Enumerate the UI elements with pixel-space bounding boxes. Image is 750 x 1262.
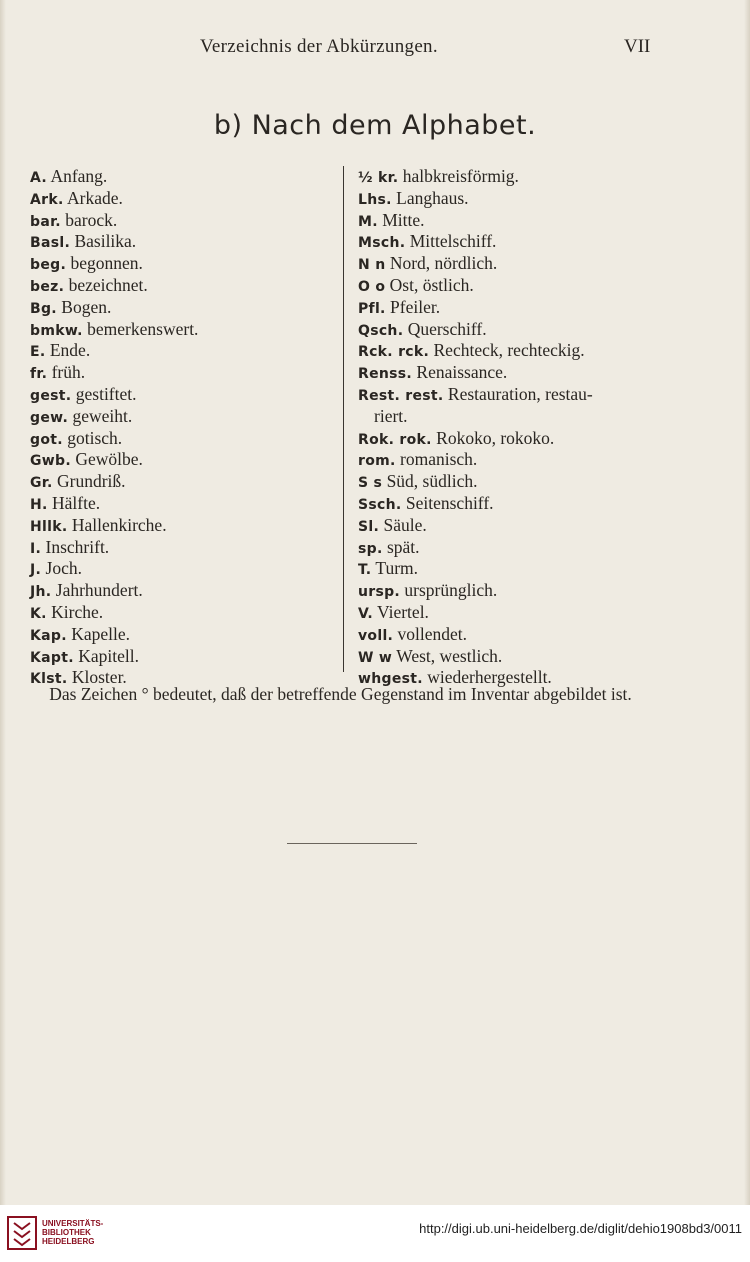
abbreviation-entry bbox=[358, 384, 688, 406]
digitization-footer bbox=[0, 1205, 750, 1262]
abbreviation-entry bbox=[30, 319, 330, 341]
abbreviation-meaning: Inschrift. bbox=[45, 536, 110, 557]
abbreviation-entry bbox=[30, 188, 330, 210]
abbreviation-entry bbox=[30, 253, 330, 275]
abbreviation: E. bbox=[30, 344, 46, 361]
abbreviation-meaning: wiederhergestellt. bbox=[427, 667, 552, 688]
abbreviation: gew. bbox=[30, 409, 69, 426]
abbreviation: Klst. bbox=[30, 671, 68, 688]
abbreviation: Qsch. bbox=[358, 322, 404, 339]
abbreviation-meaning: Säule. bbox=[383, 514, 427, 535]
abbreviation-meaning: Nord, nördlich. bbox=[389, 253, 498, 274]
abbreviation: beg. bbox=[30, 257, 67, 274]
abbreviation-entry bbox=[358, 166, 688, 188]
abbreviation-entry bbox=[358, 471, 688, 493]
abbreviation-meaning: Gewölbe. bbox=[75, 449, 143, 470]
abbreviation-meaning: Restauration, restau- bbox=[447, 383, 593, 404]
abbreviation: A. bbox=[30, 170, 48, 186]
abbreviation-meaning: geweiht. bbox=[72, 405, 133, 426]
abbreviation-meaning: Grundriß. bbox=[57, 471, 126, 492]
abbreviation: T. bbox=[358, 562, 372, 579]
abbreviation-entry bbox=[358, 515, 688, 537]
abbreviation-meaning: ursprünglich. bbox=[404, 580, 498, 601]
abbreviation: H. bbox=[30, 496, 48, 513]
abbreviation: O o bbox=[358, 278, 386, 295]
abbreviation-meaning: begonnen. bbox=[70, 253, 143, 274]
abbreviation-entry bbox=[358, 253, 688, 275]
abbreviation-entry bbox=[30, 406, 330, 428]
abbreviation-meaning: vollendet. bbox=[397, 623, 468, 644]
abbreviation-meaning: Pfeiler. bbox=[390, 296, 441, 317]
abbreviation-entry bbox=[358, 319, 688, 341]
abbreviation: Bg. bbox=[30, 300, 57, 317]
abbreviation: got. bbox=[30, 431, 63, 448]
abbreviation-meaning: früh. bbox=[51, 362, 86, 383]
abbreviation-meaning: Kapelle. bbox=[71, 623, 131, 644]
abbreviation-entry bbox=[358, 362, 688, 384]
abbreviation-entry bbox=[358, 340, 688, 362]
abbreviation-meaning: Bogen. bbox=[61, 296, 112, 317]
abbreviation-entry bbox=[30, 231, 330, 253]
abbreviation-entry bbox=[358, 537, 688, 559]
abbreviation-entry bbox=[30, 471, 330, 493]
abbreviation-meaning: Joch. bbox=[45, 558, 82, 579]
abbreviation: W w bbox=[358, 649, 393, 666]
abbreviation-entry bbox=[358, 624, 688, 646]
abbreviation-meaning: gestiftet. bbox=[75, 383, 137, 404]
abbreviation: N n bbox=[358, 257, 386, 274]
abbreviation: Basl. bbox=[30, 235, 71, 252]
abbreviation-meaning: Süd, südlich. bbox=[386, 471, 478, 492]
abbreviation-entry bbox=[358, 275, 688, 297]
abbreviation-column-right bbox=[358, 166, 688, 689]
abbreviation-meaning: spät. bbox=[386, 536, 420, 557]
section-title: b) Nach dem Alphabet. bbox=[213, 110, 537, 141]
abbreviation-meaning: Turm. bbox=[375, 558, 419, 579]
abbreviation: Gwb. bbox=[30, 453, 71, 470]
abbreviation: gest. bbox=[30, 387, 72, 404]
abbreviation: fr. bbox=[30, 366, 48, 383]
abbreviation-meaning: Rechteck, rechteckig. bbox=[433, 340, 585, 361]
library-logo-icon bbox=[6, 1215, 38, 1251]
abbreviation: J. bbox=[30, 562, 42, 579]
abbreviation-entry bbox=[358, 188, 688, 210]
abbreviation-meaning: West, westlich. bbox=[396, 645, 503, 666]
abbreviation: Renss. bbox=[358, 366, 413, 383]
abbreviation: voll. bbox=[358, 627, 394, 644]
abbreviation: Lhs. bbox=[358, 191, 392, 208]
abbreviation-entry bbox=[30, 297, 330, 319]
abbreviation-meaning: Seitenschiff. bbox=[405, 492, 494, 513]
abbreviation-entry bbox=[30, 515, 330, 537]
abbreviation-entry bbox=[358, 297, 688, 319]
abbreviation: Hllk. bbox=[30, 518, 68, 535]
abbreviation: bar. bbox=[30, 213, 61, 230]
library-name-line: BIBLIOTHEK bbox=[42, 1228, 91, 1237]
page-edge-left bbox=[0, 0, 6, 1205]
abbreviation-entry bbox=[358, 558, 688, 580]
closing-rule bbox=[287, 843, 417, 844]
abbreviation-meaning: halbkreisförmig. bbox=[402, 166, 519, 186]
abbreviation-meaning: Hallenkirche. bbox=[71, 514, 167, 535]
symbol-note: Das Zeichen ° bedeutet, daß der betreffende Gegenstand im Inventar abgebildet ist. bbox=[49, 684, 632, 704]
abbreviation-meaning: Langhaus. bbox=[396, 187, 469, 208]
abbreviation-entry bbox=[30, 340, 330, 362]
abbreviation-meaning: Viertel. bbox=[377, 601, 429, 622]
abbreviation: Pfl. bbox=[358, 300, 386, 317]
abbreviation: S s bbox=[358, 475, 383, 492]
abbreviation-meaning: Hälfte. bbox=[52, 492, 101, 513]
abbreviation-entry bbox=[30, 449, 330, 471]
abbreviation-entry bbox=[30, 646, 330, 668]
abbreviation-entry bbox=[30, 384, 330, 406]
abbreviation-meaning: Jahrhundert. bbox=[55, 580, 143, 601]
abbreviation-entry bbox=[30, 624, 330, 646]
abbreviation-entry bbox=[358, 580, 688, 602]
abbreviation-meaning: Mitte. bbox=[382, 209, 425, 230]
abbreviation-meaning: Querschiff. bbox=[407, 318, 487, 339]
abbreviation-entry bbox=[30, 428, 330, 450]
library-name-line: UNIVERSITÄTS- bbox=[42, 1219, 104, 1228]
abbreviation: ursp. bbox=[358, 584, 401, 601]
abbreviation-entry bbox=[30, 166, 330, 188]
abbreviation-meaning: Arkade. bbox=[67, 187, 123, 208]
library-name bbox=[42, 1219, 103, 1246]
page-edge-right bbox=[744, 0, 750, 1205]
abbreviation: bmkw. bbox=[30, 322, 83, 339]
abbreviation-meaning: barock. bbox=[65, 209, 118, 230]
abbreviation-entry bbox=[30, 493, 330, 515]
abbreviation: Kapt. bbox=[30, 649, 74, 666]
abbreviation-entry bbox=[30, 558, 330, 580]
abbreviation: Ssch. bbox=[358, 496, 402, 513]
abbreviation: bez. bbox=[30, 278, 65, 295]
abbreviation: Rck. rck. bbox=[358, 344, 430, 361]
abbreviation-meaning: Kloster. bbox=[71, 667, 127, 688]
abbreviation-entry bbox=[358, 602, 688, 624]
abbreviation: ½ kr. bbox=[358, 170, 399, 186]
abbreviation-entry bbox=[30, 362, 330, 384]
abbreviation: Ark. bbox=[30, 191, 64, 208]
abbreviation-meaning: Basilika. bbox=[74, 231, 137, 252]
permalink-url[interactable]: http://digi.ub.uni-heidelberg.de/diglit/dehio1908bd3/0011 bbox=[419, 1221, 742, 1236]
abbreviation-meaning: Rokoko, rokoko. bbox=[436, 427, 555, 448]
abbreviation: Kap. bbox=[30, 627, 67, 644]
abbreviation-meaning: Mittelschiff. bbox=[409, 231, 497, 252]
abbreviation-meaning: Ost, östlich. bbox=[389, 274, 474, 295]
abbreviation: Sl. bbox=[358, 518, 380, 535]
abbreviation-meaning: riert. bbox=[374, 405, 408, 426]
abbreviation-entry bbox=[358, 210, 688, 232]
abbreviation: Msch. bbox=[358, 235, 406, 252]
abbreviation-column-left bbox=[30, 166, 330, 689]
abbreviation-entry bbox=[358, 428, 688, 450]
abbreviation-entry bbox=[30, 275, 330, 297]
abbreviation: Rok. rok. bbox=[358, 431, 432, 448]
abbreviation: rom. bbox=[358, 453, 396, 470]
abbreviation: M. bbox=[358, 213, 378, 230]
abbreviation: I. bbox=[30, 540, 42, 557]
abbreviation: V. bbox=[358, 605, 373, 622]
abbreviation: whgest. bbox=[358, 671, 423, 688]
abbreviation-entry bbox=[358, 231, 688, 253]
abbreviation: Rest. rest. bbox=[358, 387, 444, 404]
abbreviation-entry bbox=[358, 449, 688, 471]
running-header: Verzeichnis der Abkürzungen. bbox=[200, 36, 438, 57]
abbreviation: sp. bbox=[358, 540, 383, 557]
abbreviation-meaning: Renaissance. bbox=[416, 362, 508, 383]
abbreviation-meaning: gotisch. bbox=[67, 427, 123, 448]
abbreviation-entry bbox=[358, 406, 688, 428]
abbreviation-entry bbox=[30, 602, 330, 624]
library-name-line: HEIDELBERG bbox=[42, 1237, 95, 1246]
abbreviation-entry bbox=[30, 210, 330, 232]
abbreviation: K. bbox=[30, 605, 47, 622]
abbreviation: Gr. bbox=[30, 475, 53, 492]
abbreviation-meaning: Kapitell. bbox=[78, 645, 139, 666]
column-divider bbox=[343, 166, 344, 672]
abbreviation-entry bbox=[30, 580, 330, 602]
abbreviation-meaning: bemerkenswert. bbox=[87, 318, 199, 339]
abbreviation-meaning: bezeichnet. bbox=[68, 274, 148, 295]
page-number: VII bbox=[624, 36, 651, 57]
abbreviation-entry bbox=[358, 493, 688, 515]
abbreviation-entry bbox=[30, 537, 330, 559]
abbreviation: Jh. bbox=[30, 584, 52, 601]
abbreviation-meaning: romanisch. bbox=[400, 449, 478, 470]
abbreviation-entry bbox=[358, 646, 688, 668]
abbreviation-meaning: Kirche. bbox=[51, 601, 104, 622]
abbreviation-meaning: Ende. bbox=[49, 340, 91, 361]
abbreviation-meaning: Anfang. bbox=[50, 166, 108, 186]
